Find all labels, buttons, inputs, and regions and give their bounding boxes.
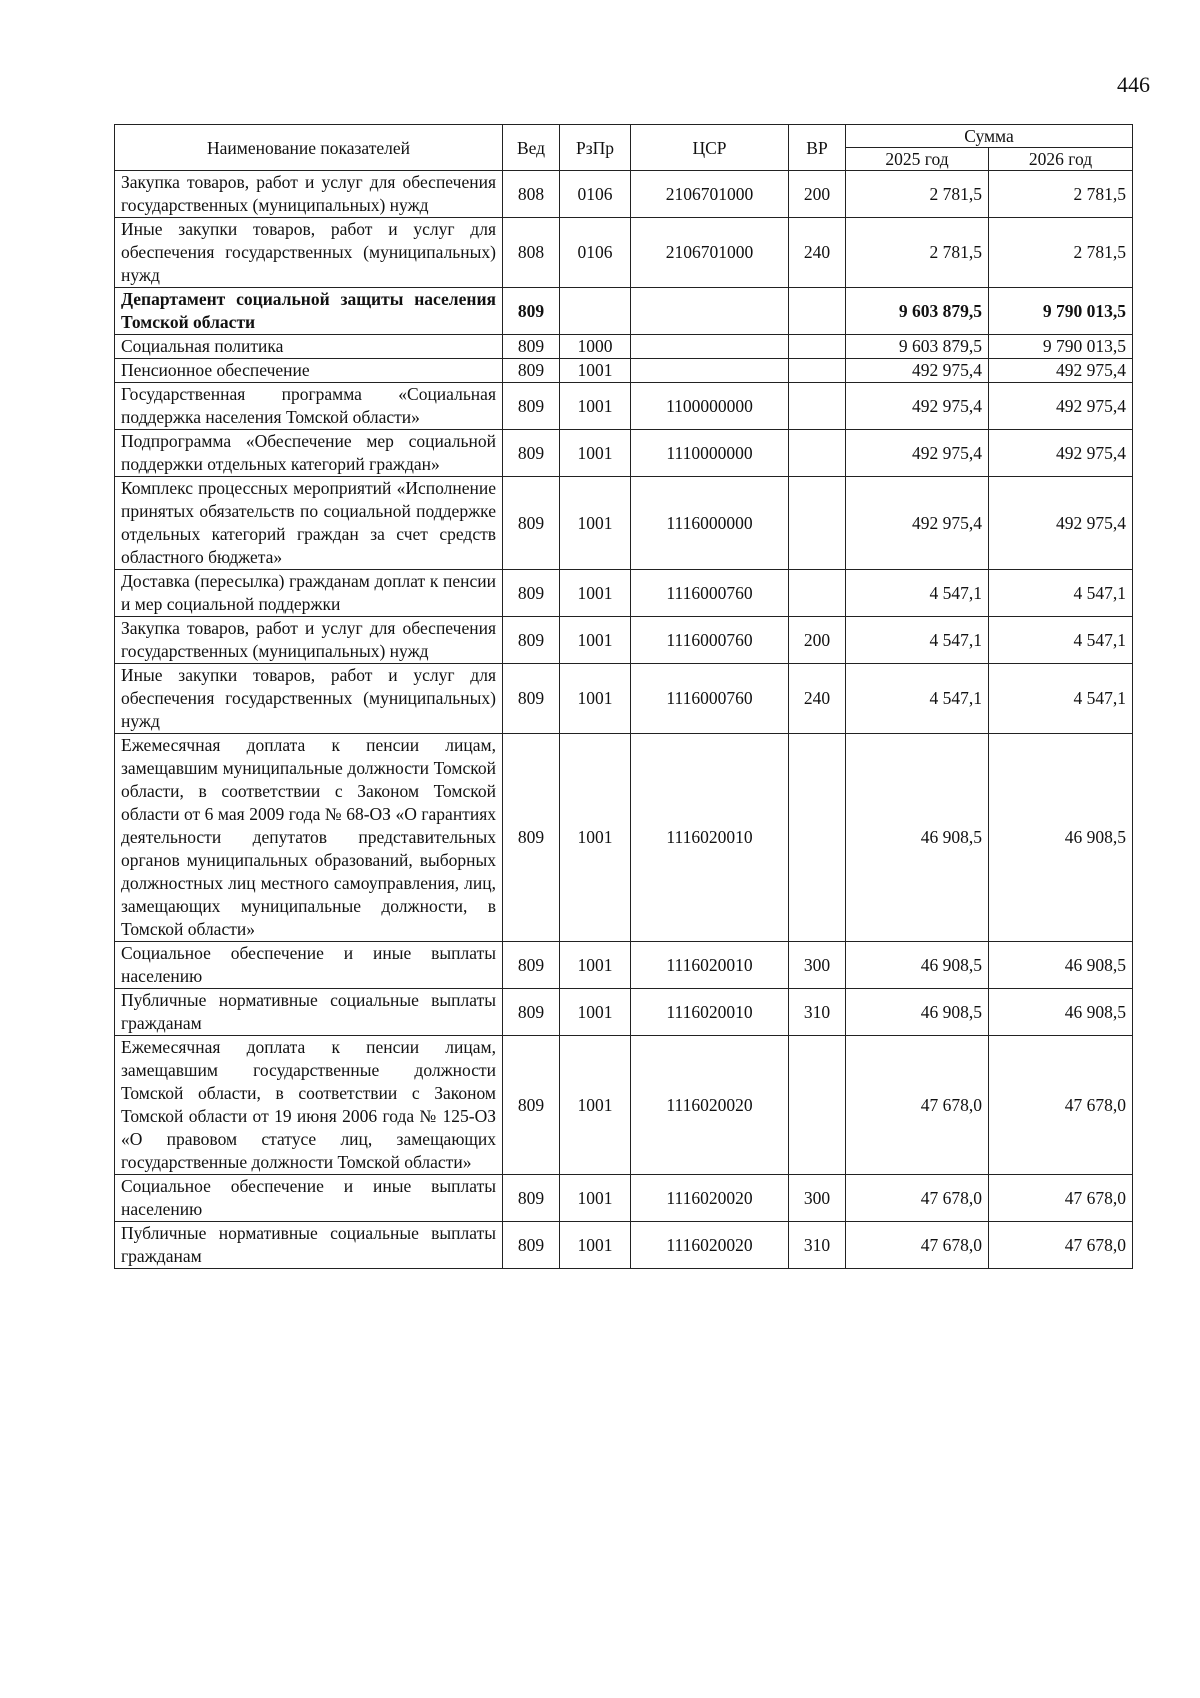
cell-sum-2026: 492 975,4 [989, 430, 1133, 477]
cell-sum-2025: 2 781,5 [846, 171, 989, 218]
table-row [115, 664, 1133, 734]
cell-sum-2026: 492 975,4 [989, 383, 1133, 430]
cell-sum-2026: 46 908,5 [989, 989, 1133, 1036]
cell-name: Публичные нормативные социальные выплаты гражданам [115, 1222, 503, 1269]
cell-rzpr: 1001 [560, 570, 631, 617]
cell-sum-2025: 46 908,5 [846, 942, 989, 989]
table-body [115, 171, 1133, 1269]
table-row [115, 383, 1133, 430]
table-row [115, 1175, 1133, 1222]
cell-vr [789, 335, 846, 359]
cell-csr: 1116020010 [631, 942, 789, 989]
cell-ved: 809 [503, 1222, 560, 1269]
cell-sum-2025: 46 908,5 [846, 989, 989, 1036]
cell-name: Департамент социальной защиты населения Томской области [115, 288, 503, 335]
cell-name: Закупка товаров, работ и услуг для обеспечения государственных (муниципальных) нужд [115, 171, 503, 218]
page-number: 446 [1117, 72, 1150, 97]
cell-sum-2025: 4 547,1 [846, 617, 989, 664]
cell-sum-2025: 46 908,5 [846, 734, 989, 942]
cell-sum-2026: 46 908,5 [989, 734, 1133, 942]
table-row [115, 288, 1133, 335]
cell-vr: 240 [789, 664, 846, 734]
cell-sum-2026: 9 790 013,5 [989, 288, 1133, 335]
cell-ved: 808 [503, 218, 560, 288]
cell-csr: 1116000760 [631, 570, 789, 617]
table-row [115, 1222, 1133, 1269]
cell-csr: 1116020010 [631, 989, 789, 1036]
cell-vr: 310 [789, 1222, 846, 1269]
cell-name: Социальная политика [115, 335, 503, 359]
cell-name: Ежемесячная доплата к пенсии лицам, замещавшим государственные должности Томской области, в соответствии с Законом Томской области от 19 июня 2006 года № 125-ОЗ «О правовом статусе лиц, замещающих государственные должности Томской области» [115, 1036, 503, 1175]
cell-sum-2026: 4 547,1 [989, 570, 1133, 617]
cell-vr: 200 [789, 617, 846, 664]
header-ved: Вед [503, 125, 560, 171]
cell-csr: 1116000760 [631, 664, 789, 734]
cell-vr [789, 734, 846, 942]
cell-sum-2026: 47 678,0 [989, 1175, 1133, 1222]
table-row [115, 989, 1133, 1036]
cell-ved: 809 [503, 335, 560, 359]
cell-rzpr: 1001 [560, 477, 631, 570]
cell-vr [789, 570, 846, 617]
cell-csr: 1116020020 [631, 1036, 789, 1175]
budget-table [114, 124, 1133, 1269]
cell-vr: 300 [789, 1175, 846, 1222]
cell-sum-2026: 492 975,4 [989, 477, 1133, 570]
cell-ved: 809 [503, 734, 560, 942]
cell-rzpr: 1001 [560, 989, 631, 1036]
cell-name: Подпрограмма «Обеспечение мер социальной поддержки отдельных категорий граждан» [115, 430, 503, 477]
cell-sum-2025: 47 678,0 [846, 1222, 989, 1269]
cell-vr: 240 [789, 218, 846, 288]
cell-rzpr: 1001 [560, 430, 631, 477]
cell-name: Иные закупки товаров, работ и услуг для обеспечения государственных (муниципальных) нужд [115, 664, 503, 734]
header-year-2026: 2026 год [989, 148, 1133, 171]
cell-ved: 809 [503, 288, 560, 335]
table-row [115, 570, 1133, 617]
cell-csr: 1116020020 [631, 1175, 789, 1222]
cell-rzpr: 1001 [560, 1222, 631, 1269]
cell-name: Публичные нормативные социальные выплаты гражданам [115, 989, 503, 1036]
table-row [115, 218, 1133, 288]
header-name: Наименование показателей [115, 125, 503, 171]
cell-name: Комплекс процессных мероприятий «Исполнение принятых обязательств по социальной поддержке отдельных категорий граждан за счет средств областного бюджета» [115, 477, 503, 570]
cell-rzpr: 1001 [560, 617, 631, 664]
table-row [115, 359, 1133, 383]
header-csr: ЦСР [631, 125, 789, 171]
cell-vr [789, 288, 846, 335]
cell-rzpr [560, 288, 631, 335]
cell-name: Государственная программа «Социальная поддержка населения Томской области» [115, 383, 503, 430]
table-row [115, 1036, 1133, 1175]
cell-vr [789, 430, 846, 477]
cell-csr: 1116020010 [631, 734, 789, 942]
header-year-2025: 2025 год [846, 148, 989, 171]
header-rzpr: РзПр [560, 125, 631, 171]
cell-vr [789, 359, 846, 383]
table-row [115, 335, 1133, 359]
cell-vr: 300 [789, 942, 846, 989]
cell-csr [631, 288, 789, 335]
cell-vr [789, 477, 846, 570]
cell-rzpr: 0106 [560, 218, 631, 288]
cell-vr: 200 [789, 171, 846, 218]
cell-ved: 809 [503, 477, 560, 570]
cell-sum-2025: 9 603 879,5 [846, 335, 989, 359]
table-row [115, 171, 1133, 218]
cell-ved: 809 [503, 617, 560, 664]
cell-ved: 809 [503, 989, 560, 1036]
cell-rzpr: 1001 [560, 1036, 631, 1175]
cell-name: Доставка (пересылка) гражданам доплат к пенсии и мер социальной поддержки [115, 570, 503, 617]
cell-sum-2026: 2 781,5 [989, 218, 1133, 288]
cell-sum-2025: 47 678,0 [846, 1036, 989, 1175]
cell-rzpr: 1001 [560, 383, 631, 430]
header-sum: Сумма [846, 125, 1133, 148]
table-row [115, 942, 1133, 989]
cell-name: Закупка товаров, работ и услуг для обеспечения государственных (муниципальных) нужд [115, 617, 503, 664]
cell-rzpr: 1001 [560, 1175, 631, 1222]
table-header [115, 125, 1133, 171]
cell-sum-2025: 2 781,5 [846, 218, 989, 288]
table-row [115, 617, 1133, 664]
cell-csr: 2106701000 [631, 171, 789, 218]
cell-csr: 2106701000 [631, 218, 789, 288]
cell-csr: 1100000000 [631, 383, 789, 430]
cell-name: Ежемесячная доплата к пенсии лицам, замещавшим муниципальные должности Томской области, в соответствии с Законом Томской области от 6 мая 2009 года № 68-ОЗ «О гарантиях деятельности депутатов представительных органов муниципальных образований, выборных должностных лиц местного самоуправления, лиц, замещающих муниципальные должности, в Томской области» [115, 734, 503, 942]
cell-ved: 809 [503, 383, 560, 430]
cell-ved: 809 [503, 942, 560, 989]
cell-csr [631, 335, 789, 359]
cell-sum-2025: 492 975,4 [846, 383, 989, 430]
table-row [115, 477, 1133, 570]
cell-csr: 1116020020 [631, 1222, 789, 1269]
cell-vr: 310 [789, 989, 846, 1036]
cell-rzpr: 1001 [560, 734, 631, 942]
cell-ved: 808 [503, 171, 560, 218]
cell-csr: 1116000000 [631, 477, 789, 570]
cell-sum-2025: 4 547,1 [846, 664, 989, 734]
cell-ved: 809 [503, 430, 560, 477]
cell-sum-2025: 492 975,4 [846, 359, 989, 383]
cell-sum-2026: 4 547,1 [989, 617, 1133, 664]
cell-name: Иные закупки товаров, работ и услуг для обеспечения государственных (муниципальных) нужд [115, 218, 503, 288]
cell-rzpr: 1001 [560, 359, 631, 383]
cell-sum-2026: 4 547,1 [989, 664, 1133, 734]
cell-ved: 809 [503, 359, 560, 383]
cell-sum-2025: 492 975,4 [846, 430, 989, 477]
cell-sum-2026: 46 908,5 [989, 942, 1133, 989]
cell-ved: 809 [503, 664, 560, 734]
cell-ved: 809 [503, 570, 560, 617]
cell-rzpr: 1001 [560, 664, 631, 734]
cell-sum-2026: 2 781,5 [989, 171, 1133, 218]
cell-sum-2025: 9 603 879,5 [846, 288, 989, 335]
cell-rzpr: 0106 [560, 171, 631, 218]
cell-rzpr: 1000 [560, 335, 631, 359]
cell-sum-2026: 47 678,0 [989, 1222, 1133, 1269]
cell-vr [789, 1036, 846, 1175]
cell-ved: 809 [503, 1036, 560, 1175]
cell-name: Пенсионное обеспечение [115, 359, 503, 383]
cell-sum-2025: 492 975,4 [846, 477, 989, 570]
cell-sum-2026: 492 975,4 [989, 359, 1133, 383]
cell-vr [789, 383, 846, 430]
cell-name: Социальное обеспечение и иные выплаты населению [115, 1175, 503, 1222]
cell-csr: 1110000000 [631, 430, 789, 477]
table-row [115, 430, 1133, 477]
cell-rzpr: 1001 [560, 942, 631, 989]
header-vr: ВР [789, 125, 846, 171]
cell-sum-2025: 4 547,1 [846, 570, 989, 617]
cell-sum-2026: 47 678,0 [989, 1036, 1133, 1175]
cell-csr: 1116000760 [631, 617, 789, 664]
cell-name: Социальное обеспечение и иные выплаты населению [115, 942, 503, 989]
cell-ved: 809 [503, 1175, 560, 1222]
cell-sum-2026: 9 790 013,5 [989, 335, 1133, 359]
cell-sum-2025: 47 678,0 [846, 1175, 989, 1222]
cell-csr [631, 359, 789, 383]
table-row [115, 734, 1133, 942]
